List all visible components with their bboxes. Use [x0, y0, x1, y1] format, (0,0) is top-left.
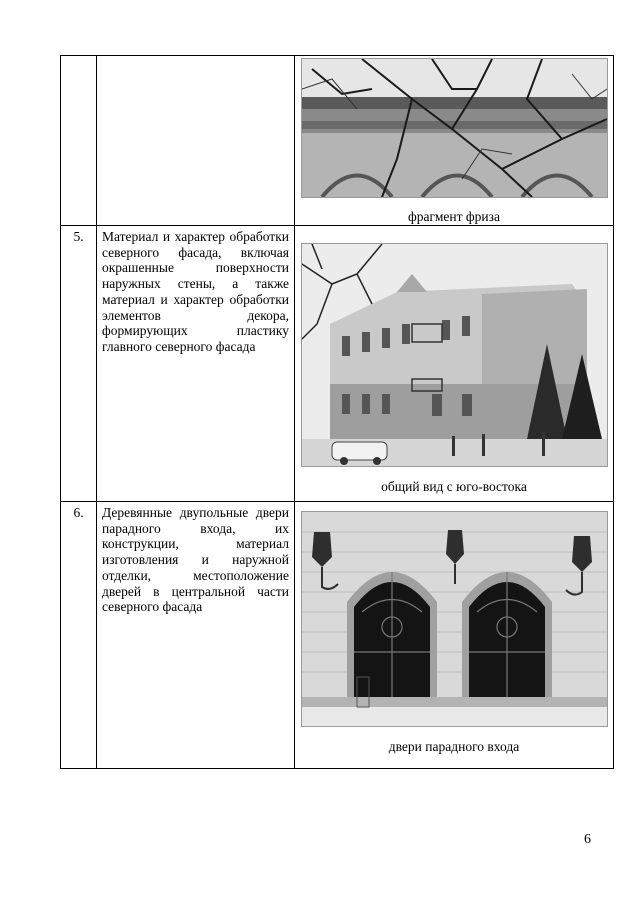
- image-caption: общий вид с юго-востока: [381, 479, 527, 494]
- row-number: 6.: [61, 502, 97, 769]
- heritage-elements-table: [60, 55, 614, 769]
- frieze-photo: [301, 58, 608, 198]
- page-number: 6: [584, 832, 591, 847]
- image-caption: фрагмент фриза: [408, 209, 500, 224]
- image-cell: [295, 226, 614, 502]
- image-cell: [295, 56, 614, 226]
- table-row: [61, 56, 614, 226]
- main-entrance-doors-photo: [301, 511, 608, 727]
- row-number: 5.: [61, 226, 97, 502]
- row-description: Деревянные двупольные двери парадного входа, их конструкции, материал изготовления и наружной отделки, местоположение дверей в центральной части северного фасада: [97, 502, 295, 769]
- image-cell: [295, 502, 614, 769]
- table-row: [61, 226, 614, 502]
- building-southeast-photo: [301, 243, 608, 467]
- image-caption: двери парадного входа: [388, 739, 520, 754]
- table-row: [61, 502, 614, 769]
- row-description: Материал и характер обработки северного фасада, включая окрашенные поверхности наружных стены, а также материал и характер обработки элементов декора, формирующих пластику главного северного фасада: [97, 226, 295, 502]
- row-number: [61, 56, 97, 226]
- row-description: [97, 56, 295, 226]
